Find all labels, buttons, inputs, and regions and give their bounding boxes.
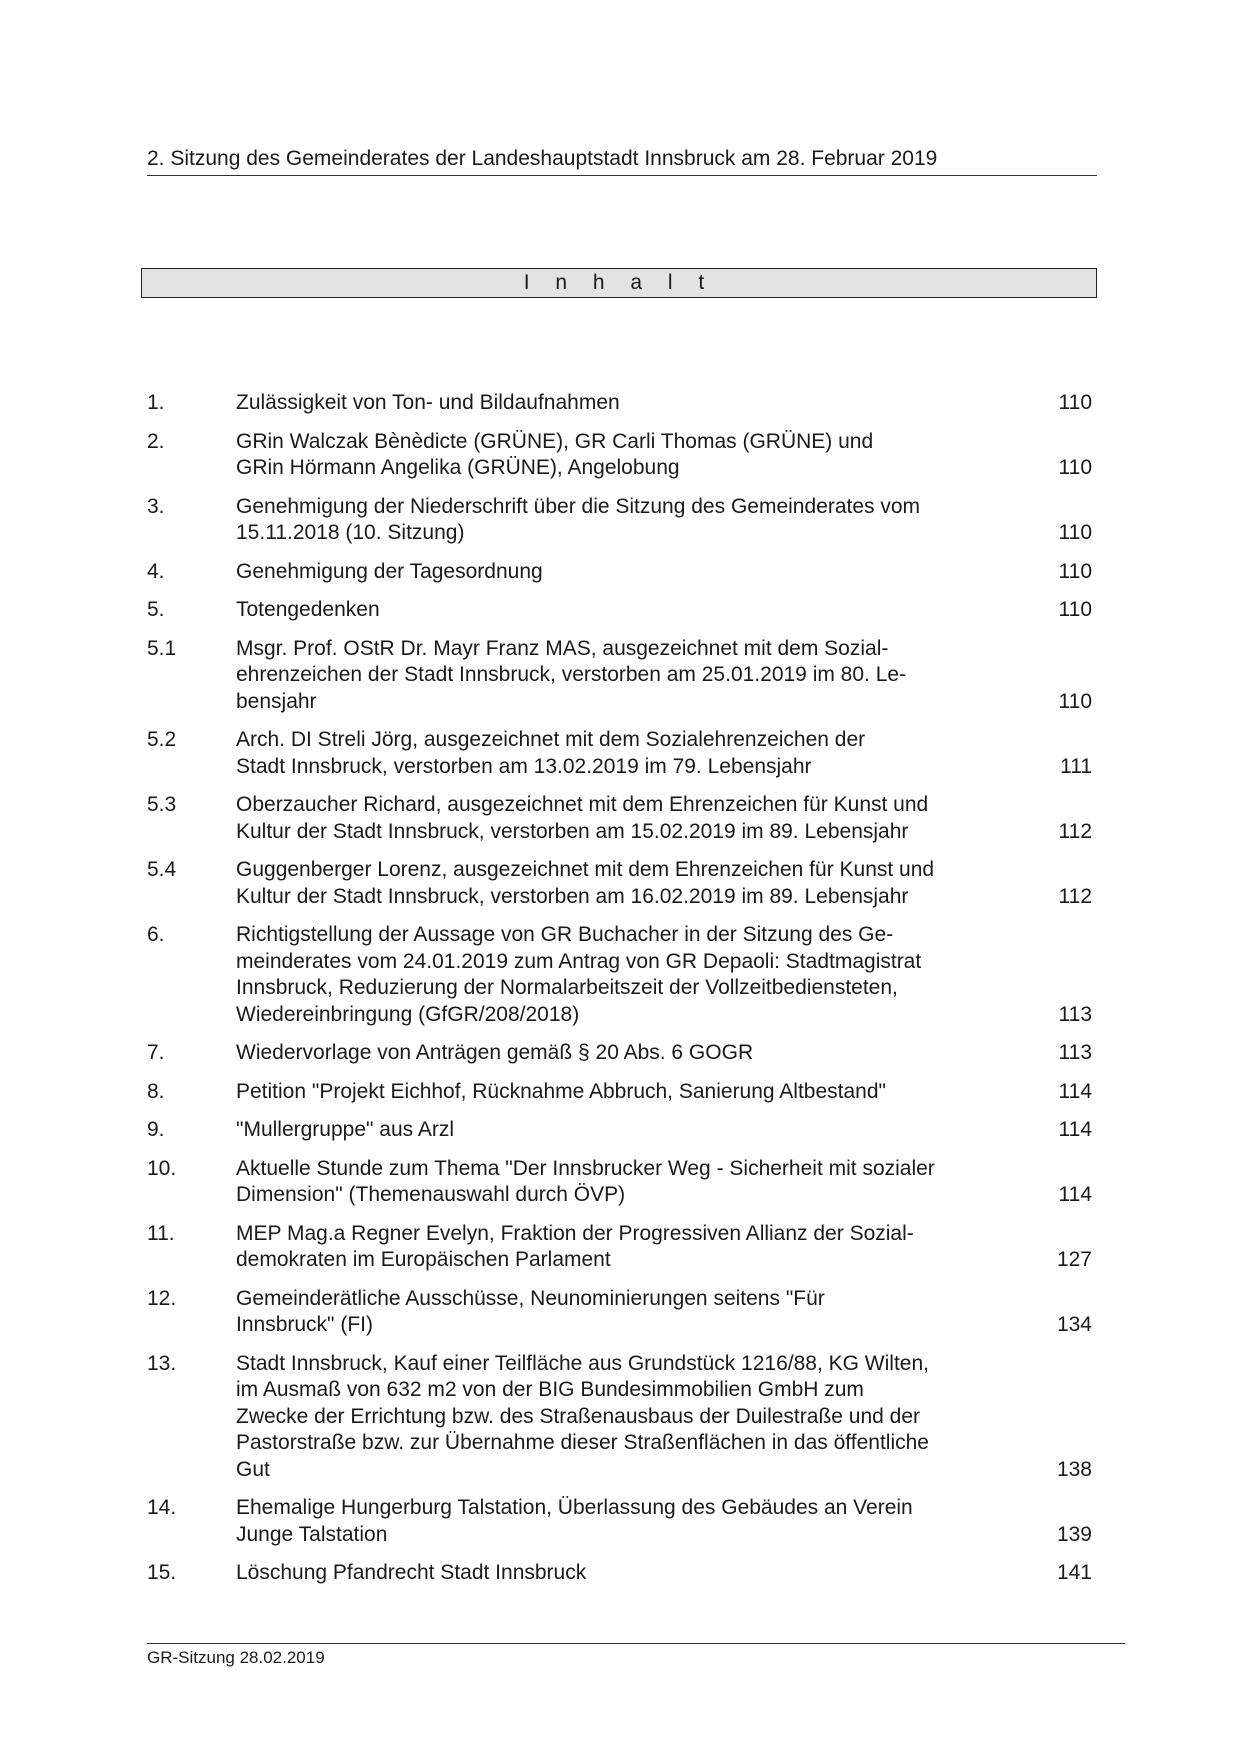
toc-title: Gemeinderätliche Ausschüsse, Neunominierungen seitens "Für Innsbruck" (FI) (236, 1286, 825, 1336)
toc-page: 114 (1058, 1118, 1092, 1141)
toc-entry-8[interactable] (147, 1079, 1092, 1106)
toc-entry-6[interactable] (147, 922, 1092, 1028)
toc-page: 113 (1058, 1002, 1092, 1026)
toc-entry-5-3[interactable] (147, 792, 1092, 845)
toc-entry-1[interactable] (147, 390, 1092, 417)
toc-entry-5-4[interactable] (147, 857, 1092, 910)
toc-title: Zulässigkeit von Ton- und Bildaufnahmen (236, 391, 620, 414)
toc-title: Guggenberger Lorenz, ausgezeichnet mit dem Ehrenzeichen für Kunst und Kultur der Stadt Innsbruck, verstorben am 16.02.2019 im 89. Lebensjahr (236, 858, 935, 908)
toc-number: 11. (147, 1221, 175, 1245)
toc-title: Stadt Innsbruck, Kauf einer Teilfläche aus Grundstück 1216/88, KG Wilten, im Ausmaß von 632 m2 von der BIG Bundesimmobilien GmbH zum Zwecke der Errichtung bzw. des Straßenausbaus der Duilestraße und der Pastorstraße bzw. zur Übernahme dieser Straßenflächen in das öffentliche Gut (236, 1351, 929, 1481)
toc-number: 5.1 (147, 636, 177, 660)
toc-page: 111 (1060, 754, 1092, 778)
toc-number: 5. (147, 598, 165, 621)
toc-page: 110 (1058, 391, 1092, 414)
toc-entry-9[interactable] (147, 1117, 1092, 1144)
toc-title: Ehemalige Hungerburg Talstation, Überlassung des Gebäudes an Verein Junge Talstation (236, 1496, 913, 1546)
toc-title: Genehmigung der Tagesordnung (236, 559, 543, 583)
table-of-contents (147, 390, 1092, 1599)
toc-title: Arch. DI Streli Jörg, ausgezeichnet mit dem Sozialehrenzeichen der Stadt Innsbruck, verstorben am 13.02.2019 im 79. Lebensjahr (236, 728, 866, 778)
toc-title: Petition "Projekt Eichhof, Rücknahme Abbruch, Sanierung Altbestand" (236, 1079, 886, 1103)
toc-title: Wiedervorlage von Anträgen gemäß § 20 Abs. 6 GOGR (236, 1041, 754, 1064)
toc-number: 14. (147, 1496, 177, 1519)
toc-entry-5-2[interactable] (147, 727, 1092, 780)
toc-page: 112 (1058, 884, 1092, 908)
page-footer (147, 1643, 1125, 1669)
toc-entry-7[interactable] (147, 1040, 1092, 1067)
toc-number: 3. (147, 494, 165, 518)
toc-number: 6. (147, 923, 165, 946)
toc-page: 139 (1056, 1522, 1092, 1546)
toc-title: Msgr. Prof. OStR Dr. Mayr Franz MAS, ausgezeichnet mit dem Sozial- ehrenzeichen der Stadt Innsbruck, verstorben am 25.01.2019 im 80. Le- bensjahr (236, 636, 907, 713)
toc-number: 15. (147, 1561, 177, 1584)
toc-entry-14[interactable] (147, 1495, 1092, 1548)
toc-number: 12. (147, 1286, 177, 1310)
toc-title: MEP Mag.a Regner Evelyn, Fraktion der Progressiven Allianz der Sozial- demokraten im Europäischen Parlament (236, 1221, 914, 1271)
toc-entry-3[interactable] (147, 494, 1092, 547)
toc-title: Aktuelle Stunde zum Thema "Der Innsbrucker Weg - Sicherheit mit sozialer Dimension" (Themenauswahl durch ÖVP) (236, 1156, 935, 1206)
contents-heading: I n h a l t (523, 271, 715, 294)
toc-page: 141 (1056, 1561, 1092, 1584)
footer-text: GR-Sitzung 28.02.2019 (147, 1648, 325, 1667)
toc-title: Oberzaucher Richard, ausgezeichnet mit dem Ehrenzeichen für Kunst und Kultur der Stadt Innsbruck, verstorben am 15.02.2019 im 89. Lebensjahr (236, 793, 929, 843)
toc-entry-4[interactable] (147, 559, 1092, 586)
toc-entry-5[interactable] (147, 597, 1092, 624)
toc-title: Richtigstellung der Aussage von GR Buchacher in der Sitzung des Ge- meinderates vom 24.01.2019 zum Antrag von GR Depaoli: Stadtmagistrat Innsbruck, Reduzierung der Normalarbeitszeit der Vollzeitbediensteten, Wiedereinbringung (GfGR/208/2018) (236, 923, 922, 1026)
page-header (147, 146, 1097, 176)
toc-number: 2. (147, 429, 165, 453)
toc-page: 110 (1058, 689, 1092, 713)
toc-page: 114 (1058, 1183, 1092, 1206)
toc-page: 110 (1058, 456, 1092, 479)
toc-number: 13. (147, 1351, 177, 1375)
toc-page: 138 (1056, 1457, 1092, 1481)
toc-title: Totengedenken (236, 598, 380, 621)
toc-entry-5-1[interactable] (147, 636, 1092, 716)
toc-number: 5.2 (147, 728, 177, 751)
toc-page: 127 (1056, 1248, 1092, 1271)
toc-entry-10[interactable] (147, 1156, 1092, 1209)
toc-page: 134 (1056, 1313, 1092, 1336)
toc-title: Genehmigung der Niederschrift über die Sitzung des Gemeinderates vom 15.11.2018 (10. Sitzung) (236, 494, 921, 544)
toc-page: 110 (1058, 559, 1092, 583)
toc-entry-13[interactable] (147, 1351, 1092, 1484)
header-title: 2. Sitzung des Gemeinderates der Landeshauptstadt Innsbruck am 28. Februar 2019 (147, 147, 938, 170)
toc-page: 110 (1058, 598, 1092, 621)
toc-page: 114 (1058, 1079, 1092, 1103)
toc-entry-15[interactable] (147, 1560, 1092, 1587)
toc-page: 110 (1058, 521, 1092, 544)
toc-title: "Mullergruppe" aus Arzl (236, 1118, 455, 1141)
toc-number: 5.4 (147, 858, 177, 881)
toc-title: GRin Walczak Bènèdicte (GRÜNE), GR Carli Thomas (GRÜNE) und GRin Hörmann Angelika (GRÜNE), Angelobung (236, 429, 874, 479)
toc-number: 7. (147, 1041, 165, 1064)
toc-entry-11[interactable] (147, 1221, 1092, 1274)
toc-entry-12[interactable] (147, 1286, 1092, 1339)
toc-number: 5.3 (147, 793, 177, 816)
toc-number: 1. (147, 391, 165, 414)
toc-entry-2[interactable] (147, 429, 1092, 482)
contents-heading-box (141, 268, 1097, 298)
toc-title: Löschung Pfandrecht Stadt Innsbruck (236, 1561, 587, 1584)
toc-number: 9. (147, 1118, 165, 1141)
toc-number: 8. (147, 1079, 165, 1103)
toc-page: 113 (1058, 1041, 1092, 1064)
toc-page: 112 (1058, 819, 1092, 843)
toc-number: 4. (147, 559, 165, 583)
toc-number: 10. (147, 1156, 177, 1180)
